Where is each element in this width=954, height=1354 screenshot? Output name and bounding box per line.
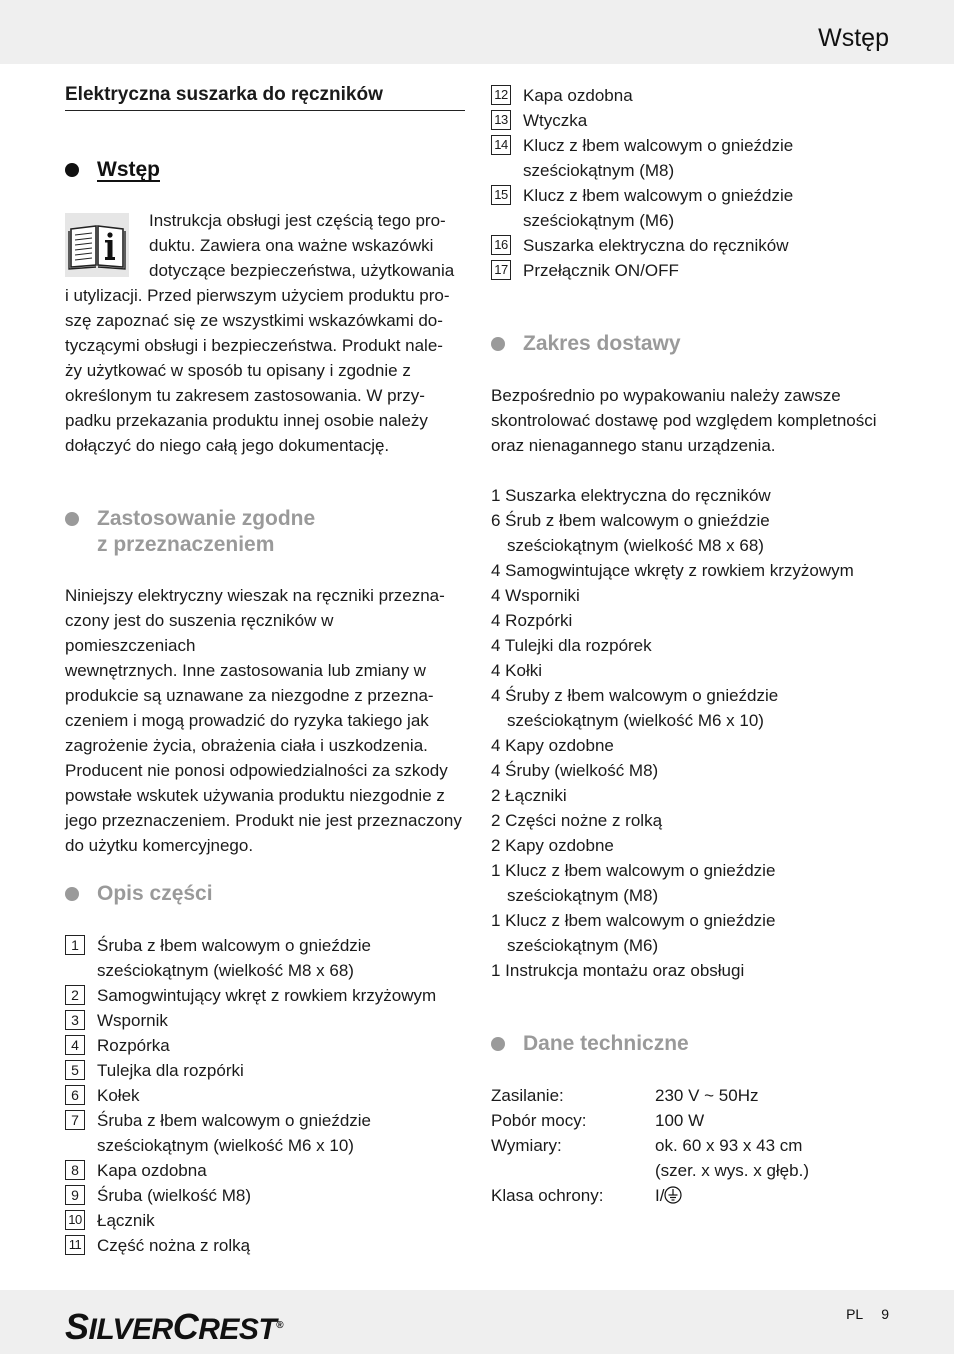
table-row: Wymiary: ok. 60 x 93 x 43 cm <box>491 1136 803 1155</box>
list-item: 10 Łącznik <box>65 1208 465 1233</box>
list-item: 5 Tulejka dla rozpórki <box>65 1058 465 1083</box>
list-item: 4 Rozpórka <box>65 1033 465 1058</box>
intended-use-heading: Zastosowanie zgodne z przeznaczeniem <box>65 506 315 558</box>
list-item: 11 Część nożna z rolką <box>65 1233 465 1258</box>
tech-table <box>491 1083 891 1208</box>
list-item: 4 Śruby z łbem walcowym o gnieździe sześciokątnym (wielkość M6 x 10) <box>491 686 779 730</box>
delivery-list <box>491 483 891 983</box>
list-item: 4 Wsporniki <box>491 586 580 605</box>
list-item: 1 Klucz z łbem walcowym o gnieździe sześciokątnym (M6) <box>491 911 776 955</box>
bullet-dot-icon <box>65 887 79 901</box>
list-item: 14 Klucz z łbem walcowym o gnieździe sześciokątnym (M8) <box>491 133 891 183</box>
list-item: 7 Śruba z łbem walcowym o gnieździe sześciokątnym (wielkość M6 x 10) <box>65 1108 465 1158</box>
list-item: 17 Przełącznik ON/OFF <box>491 258 891 283</box>
document-title: Elektryczna suszarka do ręczników <box>65 82 465 111</box>
list-item: 2 Łączniki <box>491 786 567 805</box>
list-item: 15 Klucz z łbem walcowym o gnieździe sześciokątnym (M6) <box>491 183 891 233</box>
list-item: 1 Suszarka elektryczna do ręczników <box>491 486 771 505</box>
list-item: 4 Kapy ozdobne <box>491 736 614 755</box>
parts-heading: Opis części <box>65 881 213 907</box>
table-row: (szer. x wys. x głęb.) <box>655 1161 809 1180</box>
list-item: 13 Wtyczka <box>491 108 891 133</box>
protective-earth-icon <box>664 1186 682 1204</box>
list-item: 1 Instrukcja montażu oraz obsługi <box>491 961 745 980</box>
bullet-dot-icon <box>491 337 505 351</box>
list-item: 4 Samogwintujące wkręty z rowkiem krzyżowym <box>491 561 854 580</box>
list-item: 1 Klucz z łbem walcowym o gnieździe sześciokątnym (M8) <box>491 861 776 905</box>
list-item: 6 Śrub z łbem walcowym o gnieździe sześciokątnym (wielkość M8 x 68) <box>491 511 770 555</box>
list-item: 2 Części nożne z rolką <box>491 811 663 830</box>
brand-logo: SILVERCREST® <box>65 1306 284 1347</box>
tech-heading: Dane techniczne <box>491 1031 689 1057</box>
parts-list <box>65 933 465 1258</box>
table-row: Zasilanie: 230 V ~ 50Hz <box>491 1086 759 1105</box>
bullet-dot-icon <box>65 163 79 177</box>
table-row: Pobór mocy: 100 W <box>491 1111 705 1130</box>
intro-heading: Wstęp <box>65 157 160 183</box>
list-item: 16 Suszarka elektryczna do ręczników <box>491 233 891 258</box>
parts-list-continued <box>491 83 891 283</box>
header-bar <box>0 0 954 64</box>
bullet-dot-icon <box>65 512 79 526</box>
intended-use-paragraph: Niniejszy elektryczny wieszak na ręczniki przezna- czony jest do suszenia ręczników w pomieszczeniach wewnętrznych. Inne zastosowania lub zmiany w produkcie są uznawane za niezgodne z przezna- czeniem i mogą prowadzić do ryzyka takiego jak zagrożenie życia, obrażenia ciała i uszkodzenia. Producent nie ponosi odpowiedzialności za szkody powstałe wskutek używania produktu niezgodnie z jego przeznaczeniem. Produkt nie jest przeznaczony do użytku komercyjnego. <box>65 586 462 855</box>
table-row: Klasa ochrony: I/ <box>491 1183 891 1208</box>
list-item: 2 Samogwintujący wkręt z rowkiem krzyżowym <box>65 983 465 1008</box>
list-item: 4 Kołki <box>491 661 543 680</box>
list-item: 6 Kołek <box>65 1083 465 1108</box>
page-number: PL 9 <box>846 1306 889 1322</box>
list-item: 1 Śruba z łbem walcowym o gnieździe sześciokątnym (wielkość M8 x 68) <box>65 933 465 983</box>
bullet-dot-icon <box>491 1037 505 1051</box>
section-header: Wstęp <box>818 24 889 52</box>
delivery-heading: Zakres dostawy <box>491 331 681 357</box>
list-item: 12 Kapa ozdobna <box>491 83 891 108</box>
intro-paragraph: Instrukcja obsługi jest częścią tego pro- duktu. Zawiera ona ważne wskazówki dotyczące bezpieczeństwa, użytkowania i utylizacji. Przed pierwszym użyciem produktu pro- szę zapoznać się ze wszystkimi wskazówkami do- tyczącymi obsługi i bezpieczeństwa. Produkt nale- ży użytkować w sposób tu opisany i zgodnie z określonym tu zakresem zastosowania. W przy- padku przekazania produktu innej osobie należy dołączyć do niego całą jego dokumentację. <box>65 211 455 455</box>
delivery-intro: Bezpośrednio po wypakowaniu należy zawsze skontrolować dostawę pod względem kompletności oraz nienagannego stanu urządzenia. <box>491 386 877 455</box>
list-item: 4 Śruby (wielkość M8) <box>491 761 659 780</box>
list-item: 4 Rozpórki <box>491 611 573 630</box>
list-item: 2 Kapy ozdobne <box>491 836 614 855</box>
list-item: 3 Wspornik <box>65 1008 465 1033</box>
list-item: 4 Tulejki dla rozpórek <box>491 636 652 655</box>
list-item: 9 Śruba (wielkość M8) <box>65 1183 465 1208</box>
list-item: 8 Kapa ozdobna <box>65 1158 465 1183</box>
